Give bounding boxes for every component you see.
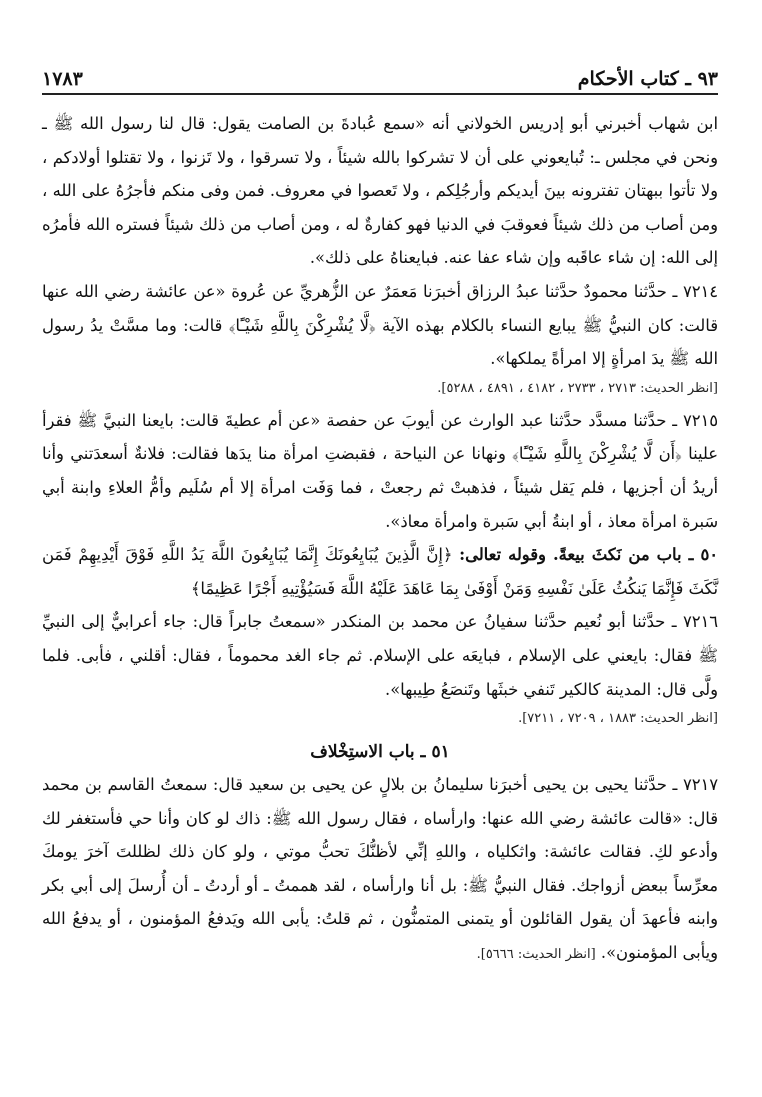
hadith-7214: ٧٢١٤ ـ حدَّثنا محمودٌ حدَّثنا عبدُ الرزاق أخبرَنا مَعمَرٌ عن الزُّهريِّ عن عُروة «عن عائشة رضي الله عنها قالت: كان النبيُّ ﷺ يبايع النساء بالكلام بهذه الآية ﴿لَّا يُشْرِكْنَ بِاللَّهِ شَيْـًٔا﴾ قالت: وما مسَّتْ يدُ رسول الله ﷺ يدَ امرأةٍ إلا امرأةً يملكها».	[42, 281, 718, 369]
hadith-text-continuation: ابن شهاب أخبرني أبو إدريس الخولاني أنه «سمع عُبادةَ بن الصامت يقول: قال لنا رسول الله ﷺ ـ ونحن في مجلس ـ: تُبايعوني على أن لا تشركوا بالله شيئاً ، ولا تسرقوا ، ولا تَزنوا ، ولا تقتلوا أولادكم ، ولا تأتوا ببهتان تفترونه بينَ أيديكم وأرجُلِكم ، ولا تَعصوا في معروف. فمن وفى منكم فأجرُهُ على الله ، ومن أصاب من ذلك شيئاً فعوقبَ في الدنيا فهو كفارةٌ له ، ومن أصاب من ذلك شيئاً فستره الله فأمرُه إلى الله: إن شاء عاقَبه وإن شاء عفا عنه. فبايعناهُ على ذلك».	[42, 114, 718, 268]
chapter-50-heading: ٥٠ ـ باب من نَكثَ بيعةً. وقوله تعالى:	[459, 545, 718, 565]
hadith-7217	[42, 768, 718, 970]
page-header	[42, 60, 718, 95]
book-title: ٩٣ ـ كتاب الأحكام	[577, 68, 718, 90]
hadith-7214-reference: [انظر الحديث: ٢٧١٣ ، ٢٧٣٣ ، ٤١٨٢ ، ٤٨٩١ ، ٥٢٨٨].	[437, 380, 718, 396]
hadith-7216-reference: [انظر الحديث: ١٨٨٣ ، ٧٢٠٩ ، ٧٢١١].	[518, 711, 718, 727]
page	[42, 60, 718, 970]
chapter-51-heading: ٥١ ـ باب الاستِخْلاف	[310, 742, 450, 763]
chapter-50-verse: ﴿إِنَّ الَّذِينَ يُبَايِعُونَكَ إِنَّمَا يُبَايِعُونَ اللَّهَ يَدُ اللَّهِ فَوْقَ أَيْدِيهِمْ فَمَن نَّكَثَ فَإِنَّمَا يَنكُثُ عَلَىٰ نَفْسِهِ وَمَنْ أَوْفَىٰ بِمَا عَاهَدَ عَلَيْهُ اللَّهَ فَسَيُؤْتِيهِ أَجْرًا عَظِيمًا﴾	[42, 545, 718, 598]
chapter-50	[42, 538, 718, 605]
page-content	[42, 107, 718, 970]
hadith-7216: ٧٢١٦ ـ حدَّثنا أبو نُعيم حدَّثنا سفيانُ عن محمد بن المنكدر «سمعتُ جابراً قال: جاء أعرابيٌّ إلى النبيِّ ﷺ فقال: بايعني على الإسلام ، فبايعَه على الإسلام. ثم جاء الغد محموماً ، فقال: أقلني ، فأبى. فلما ولَّى قال: المدينة كالكير تَنفي خبثَها وتَنصَعُ طِيبها».	[42, 612, 718, 699]
hadith-7217-text: ٧٢١٧ ـ حدَّثنا يحيى بن يحيى أخبرَنا سليمانُ بن بلالٍ عن يحيى بن سعيد قال: سمعتُ القاسم بن محمد قال: «قالت عائشة رضي الله عنها: وارأساه ، فقال رسول الله ﷺ: ذاك لو كان وأنا حي فأستغفر لك وأدعو لكِ. فقالت عائشة: واثكلياه ، واللهِ إنِّي لأظنُّكَ تحبُّ موتي ، ولو كان ذلك لظللتَ آخرَ يومكَ معرِّساً ببعض أزواجك. فقال النبيُّ ﷺ: بل أنا وارأساه ، لقد هممتُ ـ أو أردتُ ـ أن أُرسلَ إلى أبي بكر وابنه فأعهدَ أن يقول القائلون أو يتمنى المتمنُّون ، ثم قلتُ: يأبى الله ويَدفعُ المؤمنون ، أو يدفعُ الله ويأبى المؤمنون».	[42, 775, 718, 963]
hadith-7215: ٧٢١٥ ـ حدَّثنا مسدَّد حدَّثنا عبد الوارث عن أيوبَ عن حفصة «عن أم عطيةَ قالت: بايعنا النبيَّ ﷺ فقرأ علينا ﴿أَن لَّا يُشْرِكْنَ بِاللَّهِ شَيْـًٔا﴾ ونهانا عن النياحة ، فقبضتِ امرأة منا يدَها فقالت: فلانةٌ أسعدَتني وأنا أريدُ أن أجزيها ، فلم يَقل شيئاً ، فذهبتْ ثم رجعتْ ، فما وَفَت امرأة إلا أم سُلَيم وأمُّ العلاءِ وابنة أبي سَبرة امرأة معاذ ، أو ابنةُ أبي سَبرة وامرأة معاذ».	[42, 410, 718, 531]
hadith-7217-reference: [انظر الحديث: ٥٦٦٦].	[476, 947, 596, 963]
page-number: ١٧٨٣	[42, 68, 83, 90]
